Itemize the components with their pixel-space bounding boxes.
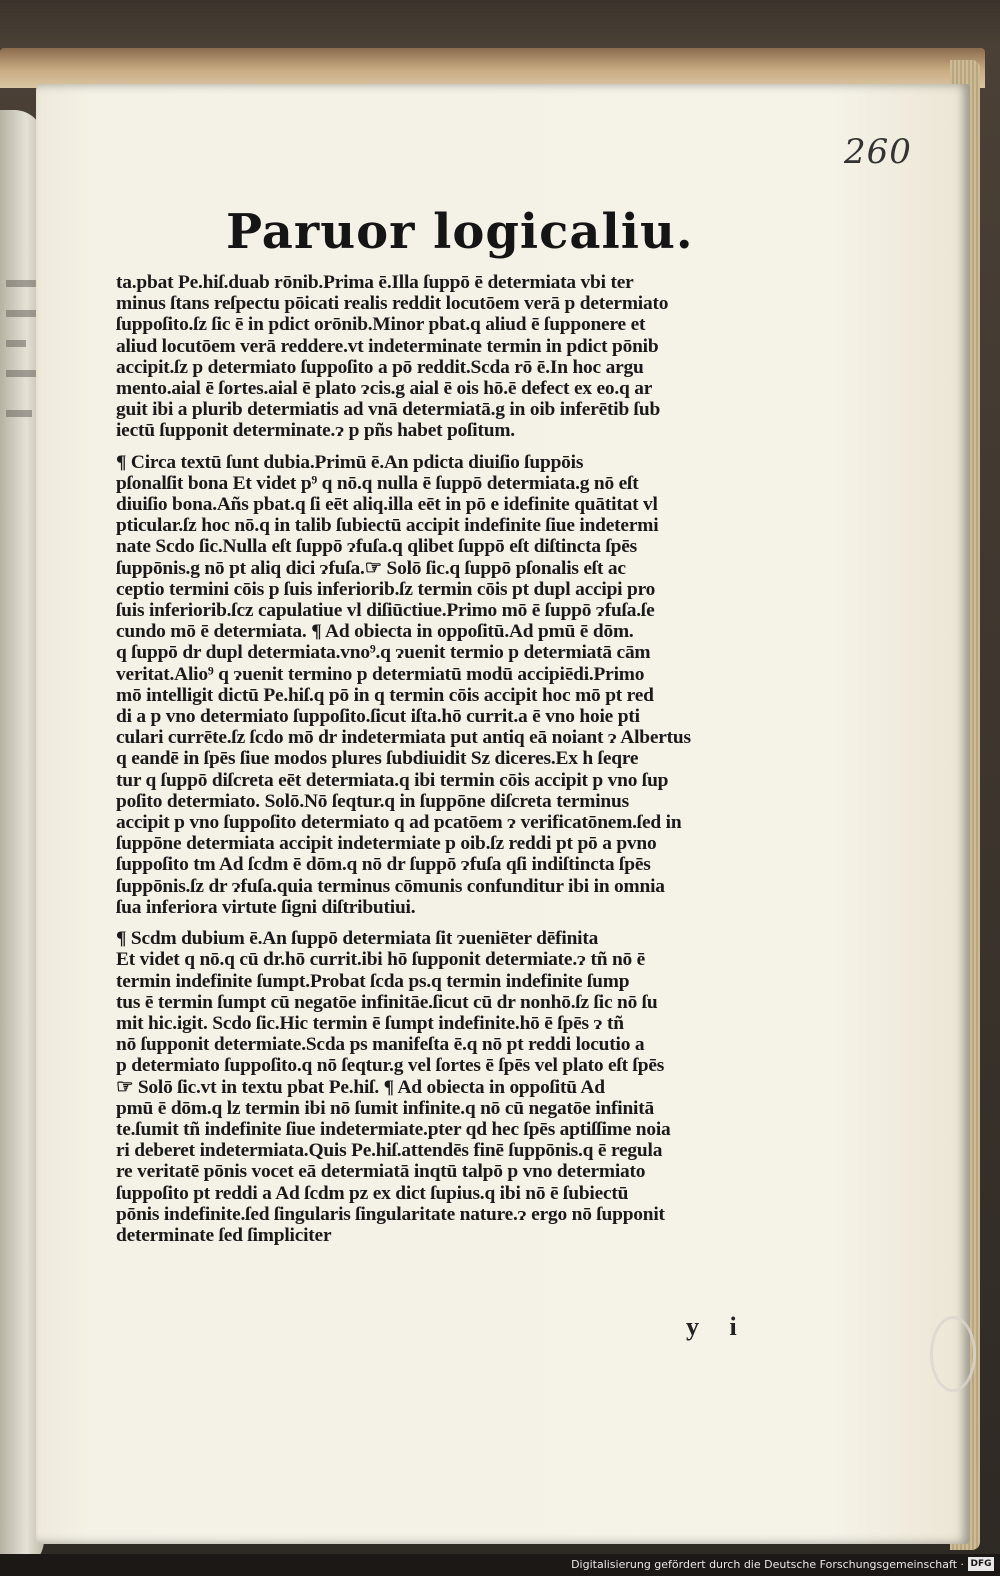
text-line: mit hic.igit. Scdo ſic.Hic termin ē ſumpt indefinite.hō ē ſpēs ɂ tñ [116,1012,624,1034]
text-line: ¶ Circa textū ſunt dubia.Primū ē.An pdicta diuiſio ſuppōis [116,451,584,473]
text-line: accipit p vno ſuppoſito determiato q ad pcatōem ɂ verificatōnem.ſed in [116,812,682,834]
text-line: p determiato ſuppoſito.q nō ſeqtur.g vel ſortes ē ſpēs vel plato eſt ſpēs [116,1055,665,1077]
folio-number: 260 [844,132,912,172]
text-line: diuiſio bona.Añs pbat.q ſi eēt aliq.illa eēt in pō e idefinite quātitat vl [116,494,658,516]
signature-mark: y i [686,1312,749,1341]
text-line: tus ē termin ſumpt cū negatōe infinitāe.ſicut cū dr nonhō.ſz ſic nō ſu [116,991,658,1013]
text-line: di a p vno determiato ſuppoſito.ſicut iſta.hō currit.a ē vno hoie pti [116,706,640,728]
text-line: minus ſtans reſpectu pōicati realis reddit locutōem verā p determiato [116,293,669,315]
text-line: guit ibi a plurib determiatis ad vnā determiatā.g in oib inferētib ſub [116,399,661,421]
text-line: ta.pbat Pe.hiſ.duab rōnib.Prima ē.Illa ſuppō ē determiata vbi ter [116,272,634,293]
text-line: ſuppoſito pt reddi a Ad ſcdm pz ex dict ſupius.q ibi nō ē ſubiectū [116,1182,629,1204]
text-line: nate Scdo ſic.Nulla eſt ſuppō ɂfuſa.q qlibet ſuppō eſt diſtincta ſpēs [116,536,638,558]
text-line: ri deberet indetermiata.Quis Pe.hiſ.attendēs finē ſuppōnis.q ē regula [116,1140,663,1162]
text-line: termin indefinite ſumpt.Probat ſcda ps.q termin indefinite ſump [116,970,630,992]
dfg-logo: DFG [968,1557,994,1571]
text-line: poſito determiato. Solō.Nō ſeqtur.q in ſuppōne diſcreta terminus [116,790,629,812]
text-line: ſuppoſito tm Ad ſcdm ē dōm.q nō dr ſuppō ɂfuſa qſi indiſtincta ſpēs [116,854,651,876]
text-line: ſua inferiora virtute ſigni diſtributiui. [116,896,416,918]
footer-credit: Digitalisierung gefördert durch die Deutsche Forschungsgemeinschaft · [571,1558,964,1571]
text-line: nō ſupponit determiate.Scda ps manifeſta ē.q nō pt reddi locutio a [116,1034,645,1056]
text-line: pōnis indefinite.ſed ſingularis ſingularitate nature.ɂ ergo nō ſupponit [116,1203,665,1225]
text-line: pticular.ſz hoc nō.q in talib ſubiectū accipit indefinite ſiue indetermi [116,515,659,537]
text-line: ¶ Scdm dubium ē.An ſuppō determiata ſit ɂueniēter dēfinita [116,928,599,950]
text-line: ſuppoſito.ſz ſic ē in pdict orōnib.Minor pbat.q aliud ē ſupponere et [116,314,646,336]
text-line: Et videt q nō.q cū dr.hō currit.ibi hō ſupponit determiate.ɂ tñ nō ē [116,949,646,971]
text-line: accipit.ſz p determiato ſuppoſito a pō reddit.Scda rō ē.In hoc argu [116,356,644,378]
text-line: cundo mō ē determiata. ¶ Ad obiecta in oppoſitū.Ad pmū ē dōm. [116,621,634,643]
running-head: Paruor logicaliu. [226,204,694,260]
text-line: te.ſumit tñ indefinite ſiue indetermiate.pter qd hec ſpēs aptiſſime noia [116,1118,671,1140]
text-line: q eandē in ſpēs ſiue modos plures ſubdiuidit Sz diceres.Ex h ſeqre [116,748,639,770]
text-line: ☞ Solō ſic.vt in textu pbat Pe.hiſ. ¶ Ad obiecta in oppoſitū Ad [116,1076,605,1098]
main-text-block [116,272,766,1246]
text-line: ſuis inferiorib.ſcz capulatiue vl diſiūctiue.Primo mō ē ſuppō ɂfuſa.ſe [116,600,655,622]
text-line: veritat.Alio⁹ q ɂuenit termino p determiatū modū accipiēdi.Primo [116,663,645,685]
text-line: mō intelligit dictū Pe.hiſ.q pō in q termin cōis accipit hoc mō pt red [116,684,654,706]
text-line: ſuppōnis.g nō pt aliq dici ɂfuſa.☞ Solō ſic.q ſuppō pſonalis eſt ac [116,557,626,579]
text-line: aliud locutōem verā reddere.vt indeterminate termin in pdict pōnib [116,335,659,357]
book-binding-top [0,48,985,88]
text-line: ſuppōne determiata accipit indetermiate p oib.ſz reddi pt pō a pvno [116,833,657,855]
text-line: re veritatē pōnis vocet eā determiatā inqtū talpō p vno determiato [116,1161,646,1183]
text-line: mento.aial ē ſortes.aial ē plato ɂcis.g aial ē ois hō.ē defect ex eo.q ar [116,378,653,400]
text-line: ceptio termini cōis p ſuis inferiorib.ſz termin cōis pt dupl accipi pro [116,578,656,600]
text-line: pmū ē dōm.q lz termin ibi nō ſumit infinite.q nō cū negatōe infinitā [116,1097,654,1119]
text-line: culari currēte.ſz ſcdo mō dr indetermiata put antiq eā noiant ɂ Albertus [116,727,691,749]
text-line: q ſuppō dr dupl determiata.vno⁹.q ɂuenit termio p determiatā cām [116,642,651,664]
text-line: ſuppōnis.ſz dr ɂfuſa.quia terminus cōmunis confunditur ibi in omnia [116,875,665,897]
text-line: pſonalſit bona Et videt p⁹ q nō.q nulla ē ſuppō determiata.g nō eſt [116,472,639,494]
text-line: iectū ſupponit determinate.ɂ p pñs habet poſitum. [116,420,515,442]
text-line: tur q ſuppō diſcreta eēt determiata.q ibi termin cōis accipit p vno ſup [116,769,669,791]
book-clasp-ring [930,1316,976,1392]
text-line: determinate ſed ſimpliciter [116,1224,332,1246]
